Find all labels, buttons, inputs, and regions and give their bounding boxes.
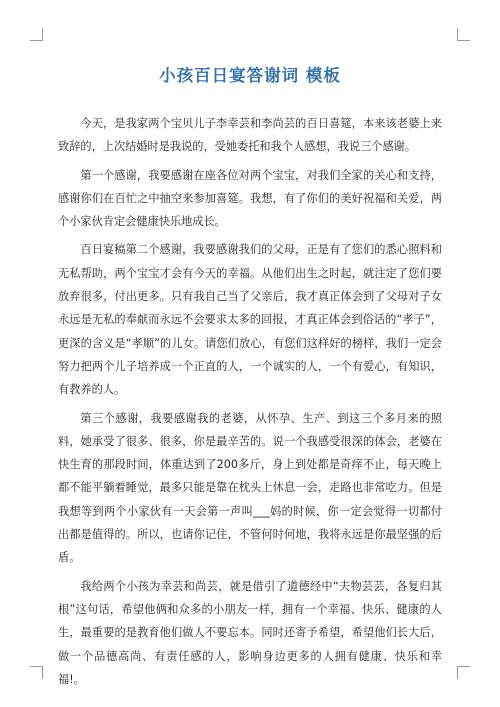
paragraph-thanks-parents: 百日宴稿第二个感谢，我要感谢我们的父母，正是有了您们的悉心照料和无私帮助，两个宝宝才会有今天的幸福。从他们出生之时起，就注定了您们要放弃很多，付出更多。只有我自己当了父亲后，我才真正体会到了父母对子女永远是无私的奉献而永远不会要求太多的回报，才真正体会到俗话的“孝子”，更深的含义是“孝顺”的儿女。请您们放心，有您们这样好的榜样，我们一定会努力把两个儿子培养成一个正直的人，一个诚实的人，一个有爱心，有知识，有教养的人。 xyxy=(58,243,442,397)
crop-mark-bottom-left xyxy=(30,666,43,679)
paragraph-opening: 今天，是我家两个宝贝儿子李幸芸和李尚芸的百日喜筵，本来该老婆上来致辞的，上次结婚时是我说的，受她委托和我个人感想，我说三个感谢。 xyxy=(58,117,442,154)
crop-mark-top-left xyxy=(30,28,43,41)
paragraph-naming: 我给两个小孩为幸芸和尚芸，就是借引了道德经中“夫物芸芸，各复归其根”这句话，希望他俩和众多的小朋友一样，拥有一个幸福、快乐、健康的人生，最重要的是教育他们做人不要忘本。同时还寄予希望，希望他们长大后，做一个品德高尚、有责任感的人，影响身边更多的人拥有健康、快乐和幸福!。 xyxy=(58,579,442,686)
crop-mark-bottom-right xyxy=(457,666,470,679)
document-title: 小孩百日宴答谢词 模板 xyxy=(159,66,341,85)
document-body xyxy=(58,112,442,696)
crop-mark-top-right xyxy=(457,28,470,41)
paragraph-thanks-wife: 第三个感谢，我要感谢我的老婆，从怀孕、生产、到这三个多月来的照料，她承受了很多、很多，你是最辛苦的。说一个我感受很深的体会，老婆在快生育的那段时间，体重达到了200多斤，身上到处都是奇痒不止，每天晚上都不能平躺着睡觉，最多只能是靠在枕头上休息一会，走路也非常吃力。但是我想等到两个小家伙有一天会第一声叫___妈的时候，你一定会觉得一切都付出都是值得的。所以，也请你记住，不管何时何地，我将永远是你最坚强的后盾。 xyxy=(58,411,442,565)
paragraph-thanks-guests: 第一个感谢，我要感谢在座各位对两个宝宝，对我们全家的关心和支持，感谢你们在百忙之中抽空来参加喜筵。我想，有了你们的美好祝福和关爱，两个小家伙肯定会健康快乐地成长。 xyxy=(58,168,442,229)
